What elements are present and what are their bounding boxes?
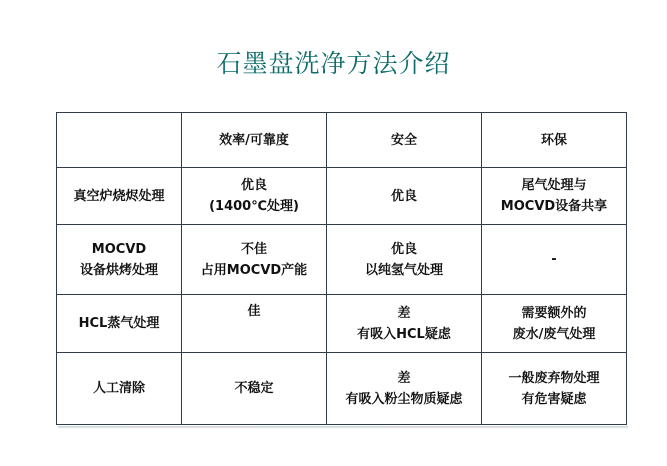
method-label: 人工清除 bbox=[92, 381, 145, 396]
table-row bbox=[57, 168, 627, 225]
environment-cell bbox=[482, 168, 627, 225]
method-label: MOCVD bbox=[91, 241, 147, 257]
method-cell bbox=[57, 225, 182, 295]
header-cell-safety: 安全 bbox=[327, 113, 482, 168]
efficiency-cell bbox=[182, 225, 327, 295]
efficiency-cell bbox=[182, 353, 327, 425]
environment-text: - bbox=[551, 252, 557, 267]
safety-cell bbox=[327, 225, 482, 295]
safety-note: 有吸入HCL疑虑 bbox=[357, 326, 451, 342]
environment-text: 废水/废气处理 bbox=[512, 326, 596, 342]
efficiency-note: 占用MOCVD产能 bbox=[200, 262, 308, 278]
safety-note: 有吸入粉尘物质疑虑 bbox=[345, 391, 463, 407]
environment-text: MOCVD设备共享 bbox=[500, 199, 608, 214]
header-cell-efficiency: 效率/可靠度 bbox=[182, 113, 327, 168]
method-cell bbox=[57, 295, 182, 353]
table-row bbox=[57, 225, 627, 295]
page-title: 石墨盘洗净方法介绍 bbox=[216, 49, 451, 78]
environment-text: 尾气处理与 bbox=[521, 178, 587, 193]
environment-cell bbox=[482, 295, 627, 353]
efficiency-rating: 佳 bbox=[247, 304, 261, 319]
safety-cell bbox=[327, 295, 482, 353]
safety-rating: 优良 bbox=[390, 188, 417, 204]
method-cell bbox=[57, 353, 182, 425]
environment-text: 有危害疑虑 bbox=[521, 391, 587, 407]
header-cell-empty bbox=[57, 113, 182, 168]
efficiency-rating: 不佳 bbox=[240, 241, 267, 257]
environment-cell bbox=[482, 225, 627, 295]
efficiency-cell bbox=[182, 295, 327, 353]
method-label: HCL蒸气处理 bbox=[78, 316, 160, 331]
safety-rating: 差 bbox=[397, 370, 411, 386]
table-header-row bbox=[57, 113, 627, 168]
method-label: 真空炉烧烬处理 bbox=[73, 188, 165, 204]
table-row bbox=[57, 353, 627, 425]
method-label: 设备烘烤处理 bbox=[79, 262, 158, 278]
efficiency-cell bbox=[182, 168, 327, 225]
environment-cell bbox=[482, 353, 627, 425]
safety-cell bbox=[327, 168, 482, 225]
efficiency-note: (1400℃处理) bbox=[209, 199, 299, 214]
table-row bbox=[57, 295, 627, 353]
safety-note: 以纯氢气处理 bbox=[364, 262, 443, 278]
environment-text: 一般废弃物处理 bbox=[508, 370, 600, 386]
efficiency-rating: 优良 bbox=[240, 178, 267, 193]
safety-rating: 差 bbox=[397, 305, 411, 321]
table-shadow bbox=[58, 426, 628, 429]
environment-text: 需要额外的 bbox=[521, 305, 587, 321]
safety-cell bbox=[327, 353, 482, 425]
header-cell-environment: 环保 bbox=[482, 113, 627, 168]
efficiency-rating: 不稳定 bbox=[234, 381, 274, 396]
comparison-table bbox=[56, 112, 627, 425]
safety-rating: 优良 bbox=[390, 241, 417, 257]
method-cell bbox=[57, 168, 182, 225]
